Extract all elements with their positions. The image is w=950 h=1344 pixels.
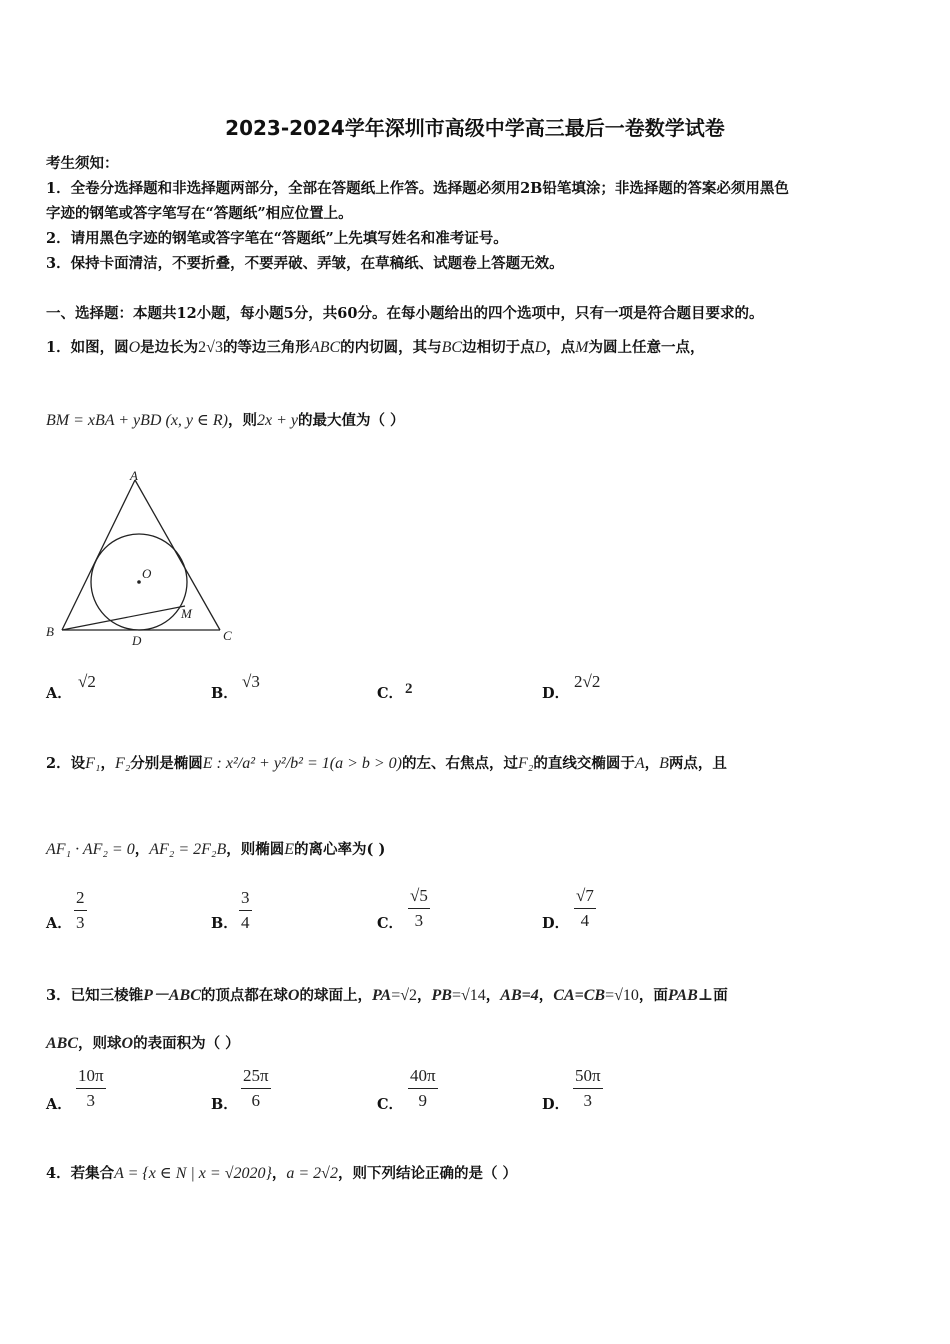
option-label: A． [46,915,72,932]
q1-stem [46,336,705,357]
option-label: C． [377,915,404,932]
q3-text: 的顶点都在球 [200,987,288,1004]
option-label: A． [46,1096,72,1113]
vertex-label-b: B [46,624,54,639]
q2-text: 的左、右焦点，过 [402,755,519,772]
q2-text: ， [100,755,115,772]
fraction-numerator: 50π [573,1066,603,1089]
q1-text: 是边长为 [140,339,199,356]
fraction-numerator: 40π [408,1066,438,1089]
segment-bm [62,606,185,630]
math-symbol: D [534,339,547,356]
option-value: 2 [405,681,413,697]
fraction-denominator: 3 [76,913,85,932]
q3-text: 3．已知三棱锥 [46,987,144,1004]
option-label: D． [542,1096,570,1113]
math-expression: E : x²/a² + y²/b² = 1(a > b > 0) [202,755,403,772]
page-title: 2023-2024学年深圳市高级中学高三最后一卷数学试卷 [225,116,725,140]
option-label: C． [377,685,404,702]
vertex-label-a: A [130,468,138,483]
fraction-numerator: √7 [574,886,596,909]
notice-item: 1．全卷分选择题和非选择题两部分，全部在答题纸上作答。选择题必须用2B铅笔填涂；非选择题的答案必须用黑色 [46,180,789,197]
math-expression: AF₂ = 2F₂B [149,841,227,858]
section-heading: 一、选择题：本题共12小题，每小题5分，共60分。在每小题给出的四个选项中，只有一项是符合题目要求的。 [46,305,764,322]
math-expression: a = 2√2 [286,1165,338,1182]
option-fraction [574,886,596,931]
math-symbol: PB [431,987,452,1004]
q1-text: 的内切圆，其与 [340,339,442,356]
math-symbol: ABC [309,339,341,356]
math-expression: 2x + y [256,412,298,429]
q2-text: 的离心率为( ) [294,841,386,858]
q3-text: ， [538,987,554,1004]
option-fraction [76,1066,106,1111]
q2-stem [46,752,727,773]
fraction-numerator: 3 [239,888,252,911]
notice-item: 3．保持卡面清洁，不要折叠，不要弄破、弄皱，在草稿纸、试题卷上答题无效。 [46,255,564,272]
math-expression: =√10 [605,987,639,1004]
math-symbol: BC [441,339,463,356]
notice-item: 2．请用黑色字迹的钢笔或答字笔在“答题纸”上先填写姓名和准考证号。 [46,230,508,247]
option-value: √3 [242,672,260,691]
math-symbol: F₁ [85,755,101,772]
fraction-numerator: 10π [76,1066,106,1089]
math-symbol: F₂ [114,755,131,772]
q1-text: 的最大值为（ ） [297,412,405,429]
fraction-denominator: 4 [241,913,250,932]
math-symbol: F₂ [518,755,534,772]
option-label: C． [377,1096,404,1113]
point-label-o: O [142,566,152,581]
math-expression: 2√3 [198,339,223,356]
fraction-denominator: 3 [583,1091,593,1110]
triangle-incircle-figure [40,462,250,652]
fraction-denominator: 3 [86,1091,96,1110]
fraction-denominator: 6 [251,1091,261,1110]
option-value: 2√2 [574,672,601,691]
math-symbol: O [128,339,141,356]
fraction-numerator: √5 [408,886,430,909]
option-label: B． [211,915,238,932]
math-expression: AF₁ · AF₂ = 0 [46,841,135,858]
q2-text: ，则椭圆 [226,841,285,858]
q2-condition [46,838,385,859]
fraction-numerator: 2 [74,888,87,911]
math-expression: AB=4 [500,987,539,1004]
math-expression: =√2 [391,987,418,1004]
q1-condition [46,409,405,430]
math-expression: P－ABC [143,987,201,1004]
point-label-m: M [181,606,192,621]
q3-text: ，面 [638,987,668,1004]
math-symbol: O [287,987,300,1004]
option-fraction [408,1066,438,1111]
q1-text: 的等边三角形 [222,339,310,356]
q2-text: 2．设 [46,755,86,772]
option-label: D． [542,915,570,932]
q2-text: ， [644,755,660,772]
notice-heading: 考生须知： [46,155,119,172]
option-label: A． [46,685,72,702]
q1-text: 边相切于点 [462,339,535,356]
q1-text: ，点 [546,339,576,356]
q2-text: 的直线交椭圆于 [533,755,635,772]
math-expression: CA=CB [553,987,606,1004]
q3-text: ， [485,987,501,1004]
math-expression: PAB⊥ [667,987,714,1004]
q2-text: 分别是椭圆 [130,755,203,772]
option-fraction [241,1066,271,1111]
q2-text: ， [134,841,150,858]
option-fraction [408,886,430,931]
q3-stem [46,982,728,1005]
q4-text: ， [271,1165,287,1182]
q2-text: 两点，且 [668,755,727,772]
option-fraction [239,888,252,933]
q3-stem-line2 [46,1032,240,1053]
option-label: B． [211,1096,238,1113]
q4-stem [46,1162,517,1183]
math-expression: =√14 [451,987,486,1004]
option-fraction [74,888,87,933]
math-expression: A = {x ∈ N | x = √2020} [114,1165,272,1182]
option-fraction [573,1066,603,1111]
q4-text: 4．若集合 [46,1165,115,1182]
center-point [137,580,141,584]
point-label-d: D [132,633,142,648]
notice-item: 字迹的钢笔或答字笔写在“答题纸”相应位置上。 [46,205,353,222]
fraction-denominator: 9 [418,1091,428,1110]
math-expression: BM = xBA + yBD (x, y ∈ R) [46,412,228,429]
fraction-denominator: 3 [414,911,424,930]
option-value: √2 [78,672,96,691]
math-symbol: E [284,841,295,858]
math-symbol: B [659,755,669,772]
fraction-denominator: 4 [580,911,590,930]
math-symbol: O [121,1035,134,1052]
q3-text: ， [417,987,432,1004]
vertex-label-c: C [223,628,232,643]
q4-text: ，则下列结论正确的是（ ） [337,1165,518,1182]
math-symbol: ABC [46,1035,79,1052]
q3-text: 的表面积为（ ） [133,1035,240,1052]
q3-text: 面 [713,987,728,1004]
math-symbol: M [575,339,589,356]
option-label: D． [542,685,570,702]
q1-text: ，则 [227,412,257,429]
option-label: B． [211,685,238,702]
fraction-numerator: 25π [241,1066,271,1089]
q3-text: ，则球 [78,1035,122,1052]
math-symbol: PA [371,987,392,1004]
q1-text: 为圆上任意一点， [588,339,705,356]
q1-text: 1．如图，圆 [46,339,129,356]
q3-text: 的球面上， [299,987,372,1004]
math-symbol: A [634,755,645,772]
